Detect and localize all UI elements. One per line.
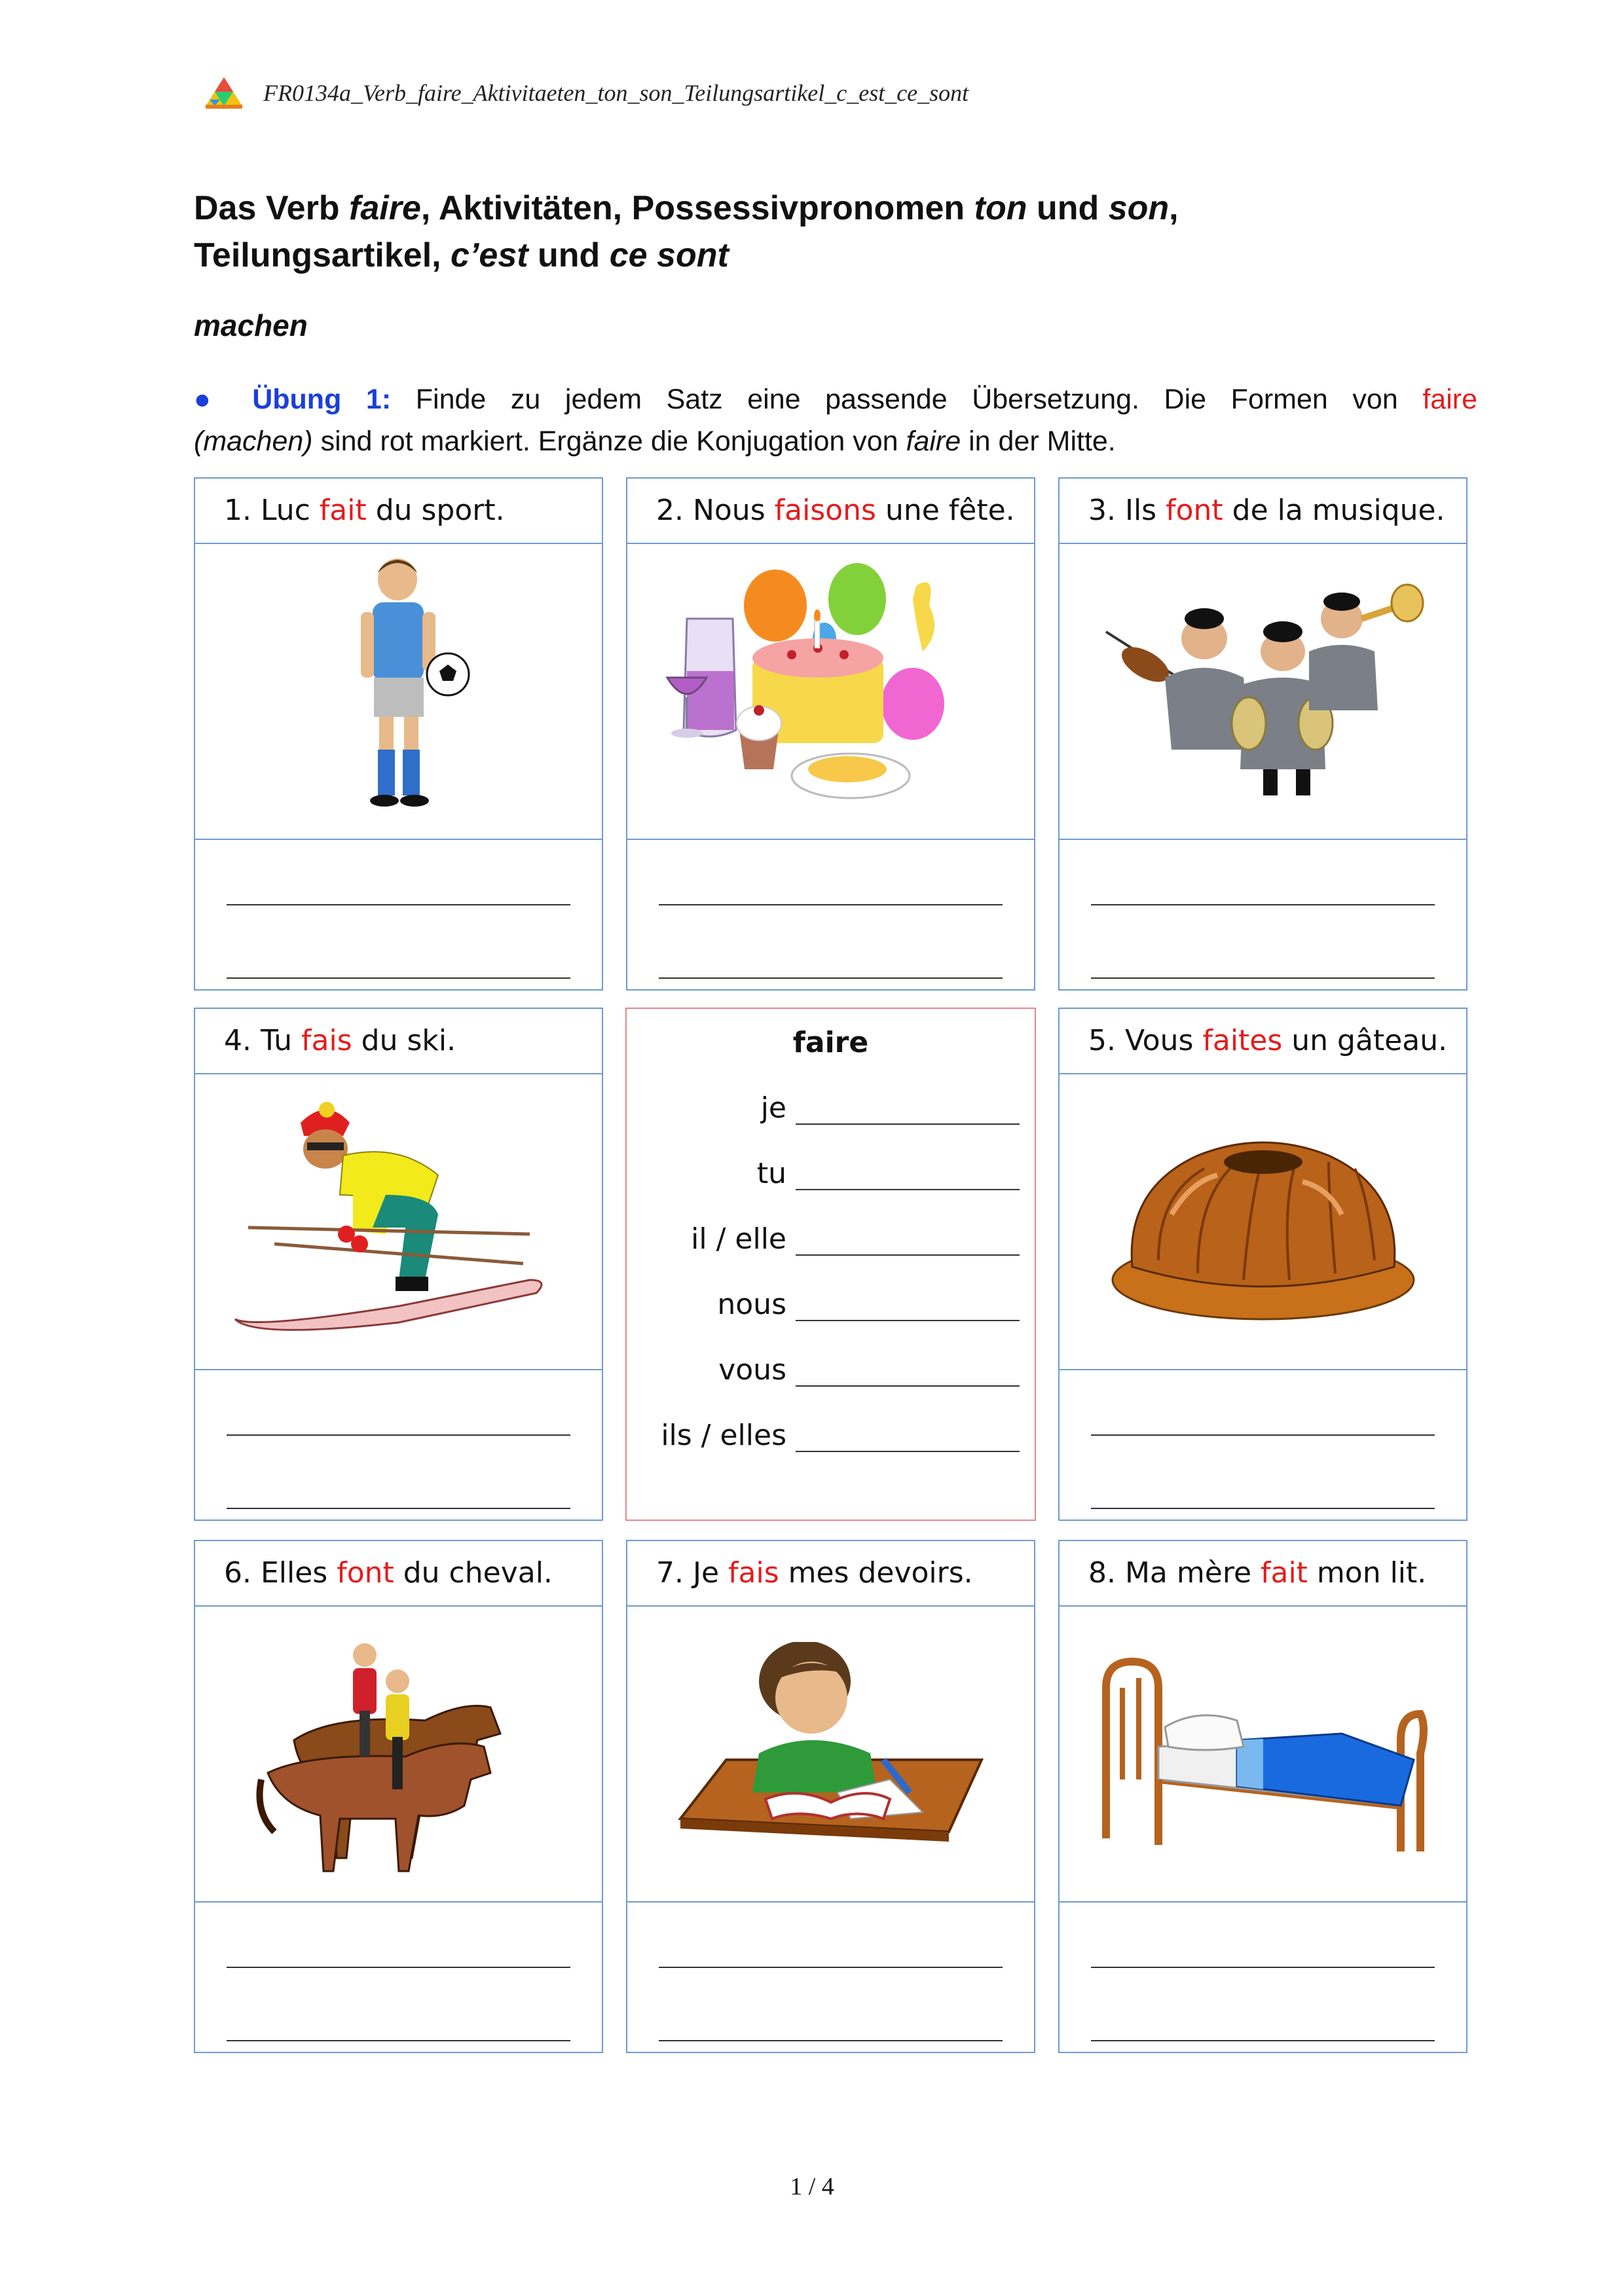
conjugation-row-il-elle [627,1222,1020,1256]
boy-homework-icon [674,1642,988,1865]
sentence-number: 8. [1088,1556,1116,1590]
card-illustration [195,543,602,840]
title-text: ton [974,189,1027,227]
sentence-number: 1. [224,494,251,527]
conjugation-blank[interactable] [796,1425,1020,1452]
conjugation-box [625,1008,1036,1521]
sentence-number: 7. [656,1556,684,1590]
sentence-number: 3. [1088,494,1116,527]
pronoun: tu [756,1157,786,1190]
title-text: und [1027,189,1109,227]
exercise-card-1 [194,477,603,991]
answer-line[interactable] [659,904,1003,905]
instruction-text: sind rot markiert. Ergänze die Konjugation von [312,426,906,457]
answer-lines [1060,1903,1466,2052]
header-filename: FR0134a_Verb_faire_Aktivitaeten_ton_son_Teilungsartikel_c_est_ce_sont [263,80,969,106]
sentence-text: mon lit. [1307,1556,1427,1590]
sentence-text: un gâteau. [1282,1024,1448,1057]
exercise-card-5 [1058,1008,1467,1521]
sentence-verb: fait [1261,1556,1308,1590]
answer-line[interactable] [1091,1508,1435,1509]
card-illustration [195,1073,602,1370]
conjugation-blank[interactable] [796,1097,1020,1125]
sentence-text: Nous [683,494,775,527]
answer-line[interactable] [227,1508,570,1509]
bullet: ● [194,384,228,415]
sentence-text: Je [683,1556,729,1590]
pronoun: nous [717,1288,786,1321]
logo-icon [203,76,245,110]
answer-lines [627,1903,1034,2052]
card-sentence [627,1541,1034,1607]
sentence-verb: fais [301,1024,352,1057]
sentence-text: Ils [1115,494,1166,527]
answer-line[interactable] [227,977,570,979]
sentence-verb: faites [1202,1024,1283,1057]
sentence-verb: fait [319,494,367,527]
answer-line[interactable] [659,2040,1003,2041]
verb-faire: faire [1422,384,1477,415]
answer-line[interactable] [227,1434,570,1436]
title-text: ce sont [609,236,729,274]
title-text: c’est [451,236,528,274]
sentence-verb: faisons [774,494,876,527]
card-illustration [195,1605,602,1903]
card-illustration [1060,1605,1466,1903]
sentence-text: du sport. [366,494,505,527]
title-text: , [1169,189,1179,227]
answer-lines [1060,840,1466,989]
title-text: Das Verb [194,189,350,227]
skier-icon [229,1097,569,1345]
answer-line[interactable] [1091,1434,1435,1436]
sentence-number: 4. [224,1024,251,1057]
sentence-text: du cheval. [394,1556,553,1590]
answer-lines [627,840,1034,989]
conjugation-row-ils-elles [627,1419,1020,1452]
answer-line[interactable] [1091,2040,1435,2041]
pronoun: il / elle [691,1222,786,1256]
conjugation-blank[interactable] [796,1228,1020,1256]
answer-line[interactable] [659,977,1003,979]
answer-lines [195,1903,602,2052]
sentence-text: Luc [251,494,320,527]
horse-riders-icon [255,1629,543,1878]
sentence-text: mes devoirs. [779,1556,973,1590]
card-sentence [1060,1009,1466,1074]
title-line-1 [194,185,1477,232]
conjugation-blank[interactable] [796,1359,1020,1387]
answer-line[interactable] [1091,977,1435,979]
answer-lines [195,840,602,989]
bundt-cake-icon [1106,1116,1420,1326]
page-title [194,185,1477,279]
title-text: , Aktivitäten, Possessivpronomen [420,189,974,227]
sentence-text: une fête. [876,494,1015,527]
answer-lines [1060,1370,1466,1520]
card-illustration [1060,543,1466,840]
exercise-card-6 [194,1540,603,2053]
answer-line[interactable] [227,1967,570,1968]
card-sentence [1060,1541,1466,1607]
boy-soccer-ball-icon [314,553,484,828]
exercise-card-8 [1058,1540,1467,2053]
sentence-text: Tu [251,1024,302,1057]
instruction-line-2 [194,420,1477,462]
pronoun: ils / elles [661,1419,786,1452]
party-cake-balloons-icon [661,560,1001,822]
pronoun: vous [718,1353,786,1387]
sentence-number: 5. [1088,1024,1116,1057]
bed-icon [1093,1649,1433,1858]
instruction-line-1 [194,378,1477,420]
title-text: und [528,236,610,274]
title-text: Teilungsartikel, [194,236,451,274]
pronoun: je [760,1091,786,1125]
exercise-card-3 [1058,477,1467,991]
answer-lines [195,1370,602,1520]
card-sentence [195,1541,602,1607]
translation-machen: (machen) [194,426,313,457]
section-heading: machen [194,308,308,342]
instruction-text: in der Mitte. [961,426,1116,457]
card-sentence [627,479,1034,544]
title-line-2 [194,232,1477,279]
conjugation-row-vous [627,1353,1020,1387]
sentence-text: Vous [1115,1024,1203,1057]
conjugation-blank[interactable] [796,1294,1020,1321]
sentence-text: Elles [251,1556,337,1590]
sentence-text: de la musique. [1223,494,1445,527]
sentence-verb: font [337,1556,394,1590]
musicians-band-icon [1099,579,1427,802]
conjugation-row-tu [627,1157,1020,1190]
answer-line[interactable] [659,1967,1003,1968]
card-sentence [195,479,602,544]
instruction-text: Finde zu jedem Satz eine passende Übersetzung. Die Formen von [391,384,1423,415]
sentence-text: du ski. [352,1024,456,1057]
exercise-card-2 [626,477,1035,991]
sentence-verb: font [1166,494,1223,527]
answer-line[interactable] [227,904,570,905]
exercise-instructions [194,378,1477,462]
exercise-label: Übung 1: [252,384,392,415]
answer-line[interactable] [227,2040,570,2041]
card-sentence [1060,479,1466,544]
card-sentence [195,1009,602,1074]
conjugation-title: faire [792,1026,869,1059]
card-illustration [627,1605,1034,1903]
conjugation-row-nous [627,1288,1020,1321]
title-text: faire [349,189,421,227]
card-illustration [1060,1073,1466,1370]
exercise-card-4 [194,1008,603,1521]
sentence-text: Ma mère [1115,1556,1261,1590]
exercise-card-7 [626,1540,1035,2053]
sentence-number: 6. [224,1556,251,1590]
answer-line[interactable] [1091,904,1435,905]
conjugation-row-je [627,1091,1020,1125]
title-text: son [1108,189,1170,227]
page-header [203,73,969,113]
card-illustration [627,543,1034,840]
conjugation-blank[interactable] [796,1163,1020,1190]
sentence-number: 2. [656,494,684,527]
verb-faire: faire [906,426,961,457]
answer-line[interactable] [1091,1967,1435,1968]
page-number: 1 / 4 [790,2173,834,2200]
sentence-verb: fais [728,1556,779,1590]
